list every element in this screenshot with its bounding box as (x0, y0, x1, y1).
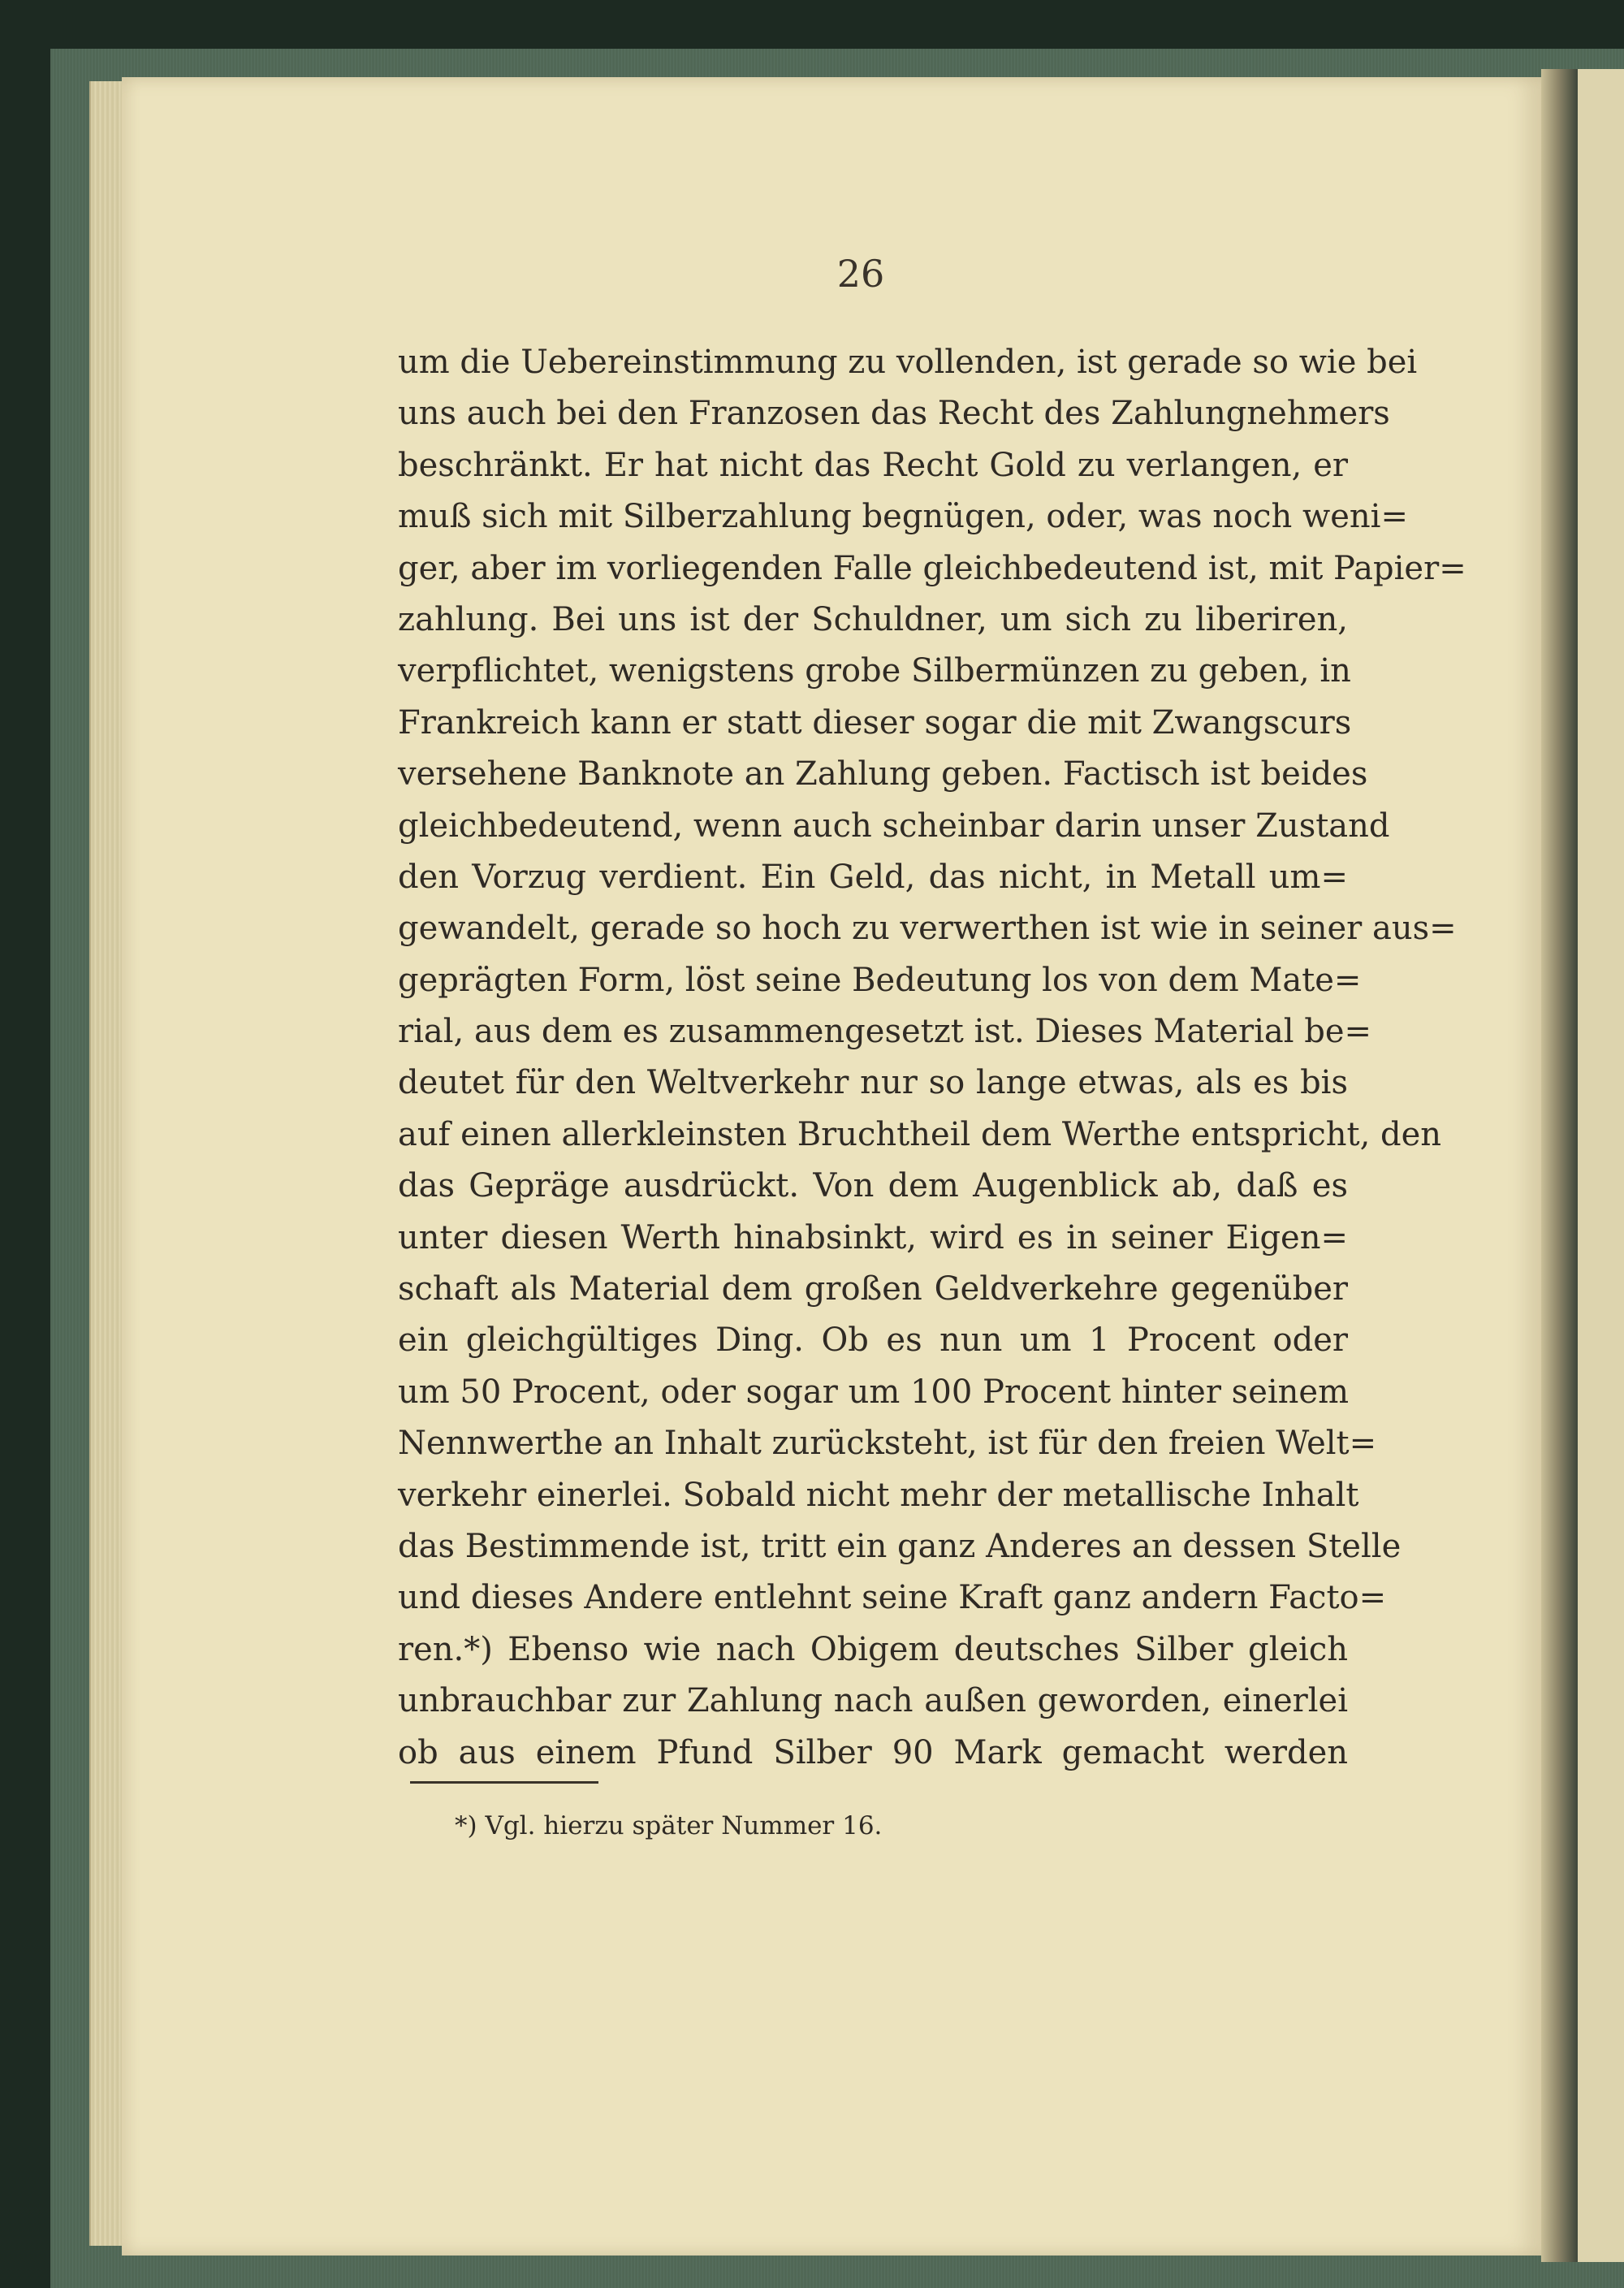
text-line: muß sich mit Silberzahlung begnügen, oder, was noch weni= (398, 498, 1408, 536)
footnote-divider (410, 1781, 598, 1784)
text-line: um 50 Procent, oder sogar um 100 Procent hinter seinem (398, 1373, 1350, 1411)
text-line: auf einen allerkleinsten Bruchtheil dem Werthe entspricht, den (398, 1115, 1442, 1153)
book-gutter (1541, 69, 1578, 2262)
text-line: rial, aus dem es zusammengesetzt ist. Dieses Material be= (398, 1013, 1372, 1051)
text-line: Nennwerthe an Inhalt zurücksteht, ist für den freien Welt= (398, 1425, 1377, 1463)
text-line: schaft als Material dem großen Geldverkehre gegenüber (398, 1270, 1348, 1308)
text-line: beschränkt. Er hat nicht das Recht Gold zu verlangen, er (398, 446, 1348, 484)
text-line: das Bestimmende ist, tritt ein ganz Anderes an dessen Stelle (398, 1527, 1402, 1565)
page-number: 26 (836, 252, 885, 296)
text-line: gewandelt, gerade so hoch zu verwerthen ist wie in seiner aus= (398, 910, 1457, 948)
facing-page-edge (1578, 69, 1624, 2262)
text-line: geprägten Form, löst seine Bedeutung los von dem Mate= (398, 961, 1362, 999)
text-line: versehene Banknote an Zahlung geben. Factisch ist beides (398, 755, 1368, 794)
text-line: ein gleichgültiges Ding. Ob es nun um 1 Procent oder (398, 1321, 1348, 1360)
text-line: den Vorzug verdient. Ein Geld, das nicht, in Metall um= (398, 858, 1348, 896)
text-line: und dieses Andere entlehnt seine Kraft ganz andern Facto= (398, 1579, 1387, 1617)
text-line: uns auch bei den Franzosen das Recht des Zahlungnehmers (398, 395, 1390, 433)
text-line: unbrauchbar zur Zahlung nach außen geworden, einerlei (398, 1682, 1348, 1720)
text-line: deutet für den Weltverkehr nur so lange etwas, als es bis (398, 1064, 1348, 1102)
text-line: das Gepräge ausdrückt. Von dem Augenblick ab, daß es (398, 1167, 1348, 1205)
text-line: unter diesen Werth hinabsinkt, wird es in seiner Eigen= (398, 1218, 1348, 1256)
text-line: verkehr einerlei. Sobald nicht mehr der metallische Inhalt (398, 1476, 1359, 1514)
body-text (398, 337, 1466, 1779)
text-line: gleichbedeutend, wenn auch scheinbar darin unser Zustand (398, 807, 1390, 845)
text-line: ren.*) Ebenso wie nach Obigem deutsches Silber gleich (398, 1630, 1348, 1668)
text-line: ger, aber im vorliegenden Falle gleichbedeutend ist, mit Papier= (398, 549, 1466, 587)
text-line: Frankreich kann er statt dieser sogar die mit Zwangscurs (398, 703, 1352, 742)
text-line: ob aus einem Pfund Silber 90 Mark gemacht werden (398, 1733, 1348, 1771)
text-line: verpflichtet, wenigstens grobe Silbermünzen zu geben, in (398, 652, 1351, 690)
footnote: *) Vgl. hierzu später Nummer 16. (455, 1811, 883, 1840)
text-line: zahlung. Bei uns ist der Schuldner, um sich zu liberiren, (398, 600, 1348, 638)
text-line: um die Uebereinstimmung zu vollenden, ist gerade so wie bei (398, 344, 1418, 381)
